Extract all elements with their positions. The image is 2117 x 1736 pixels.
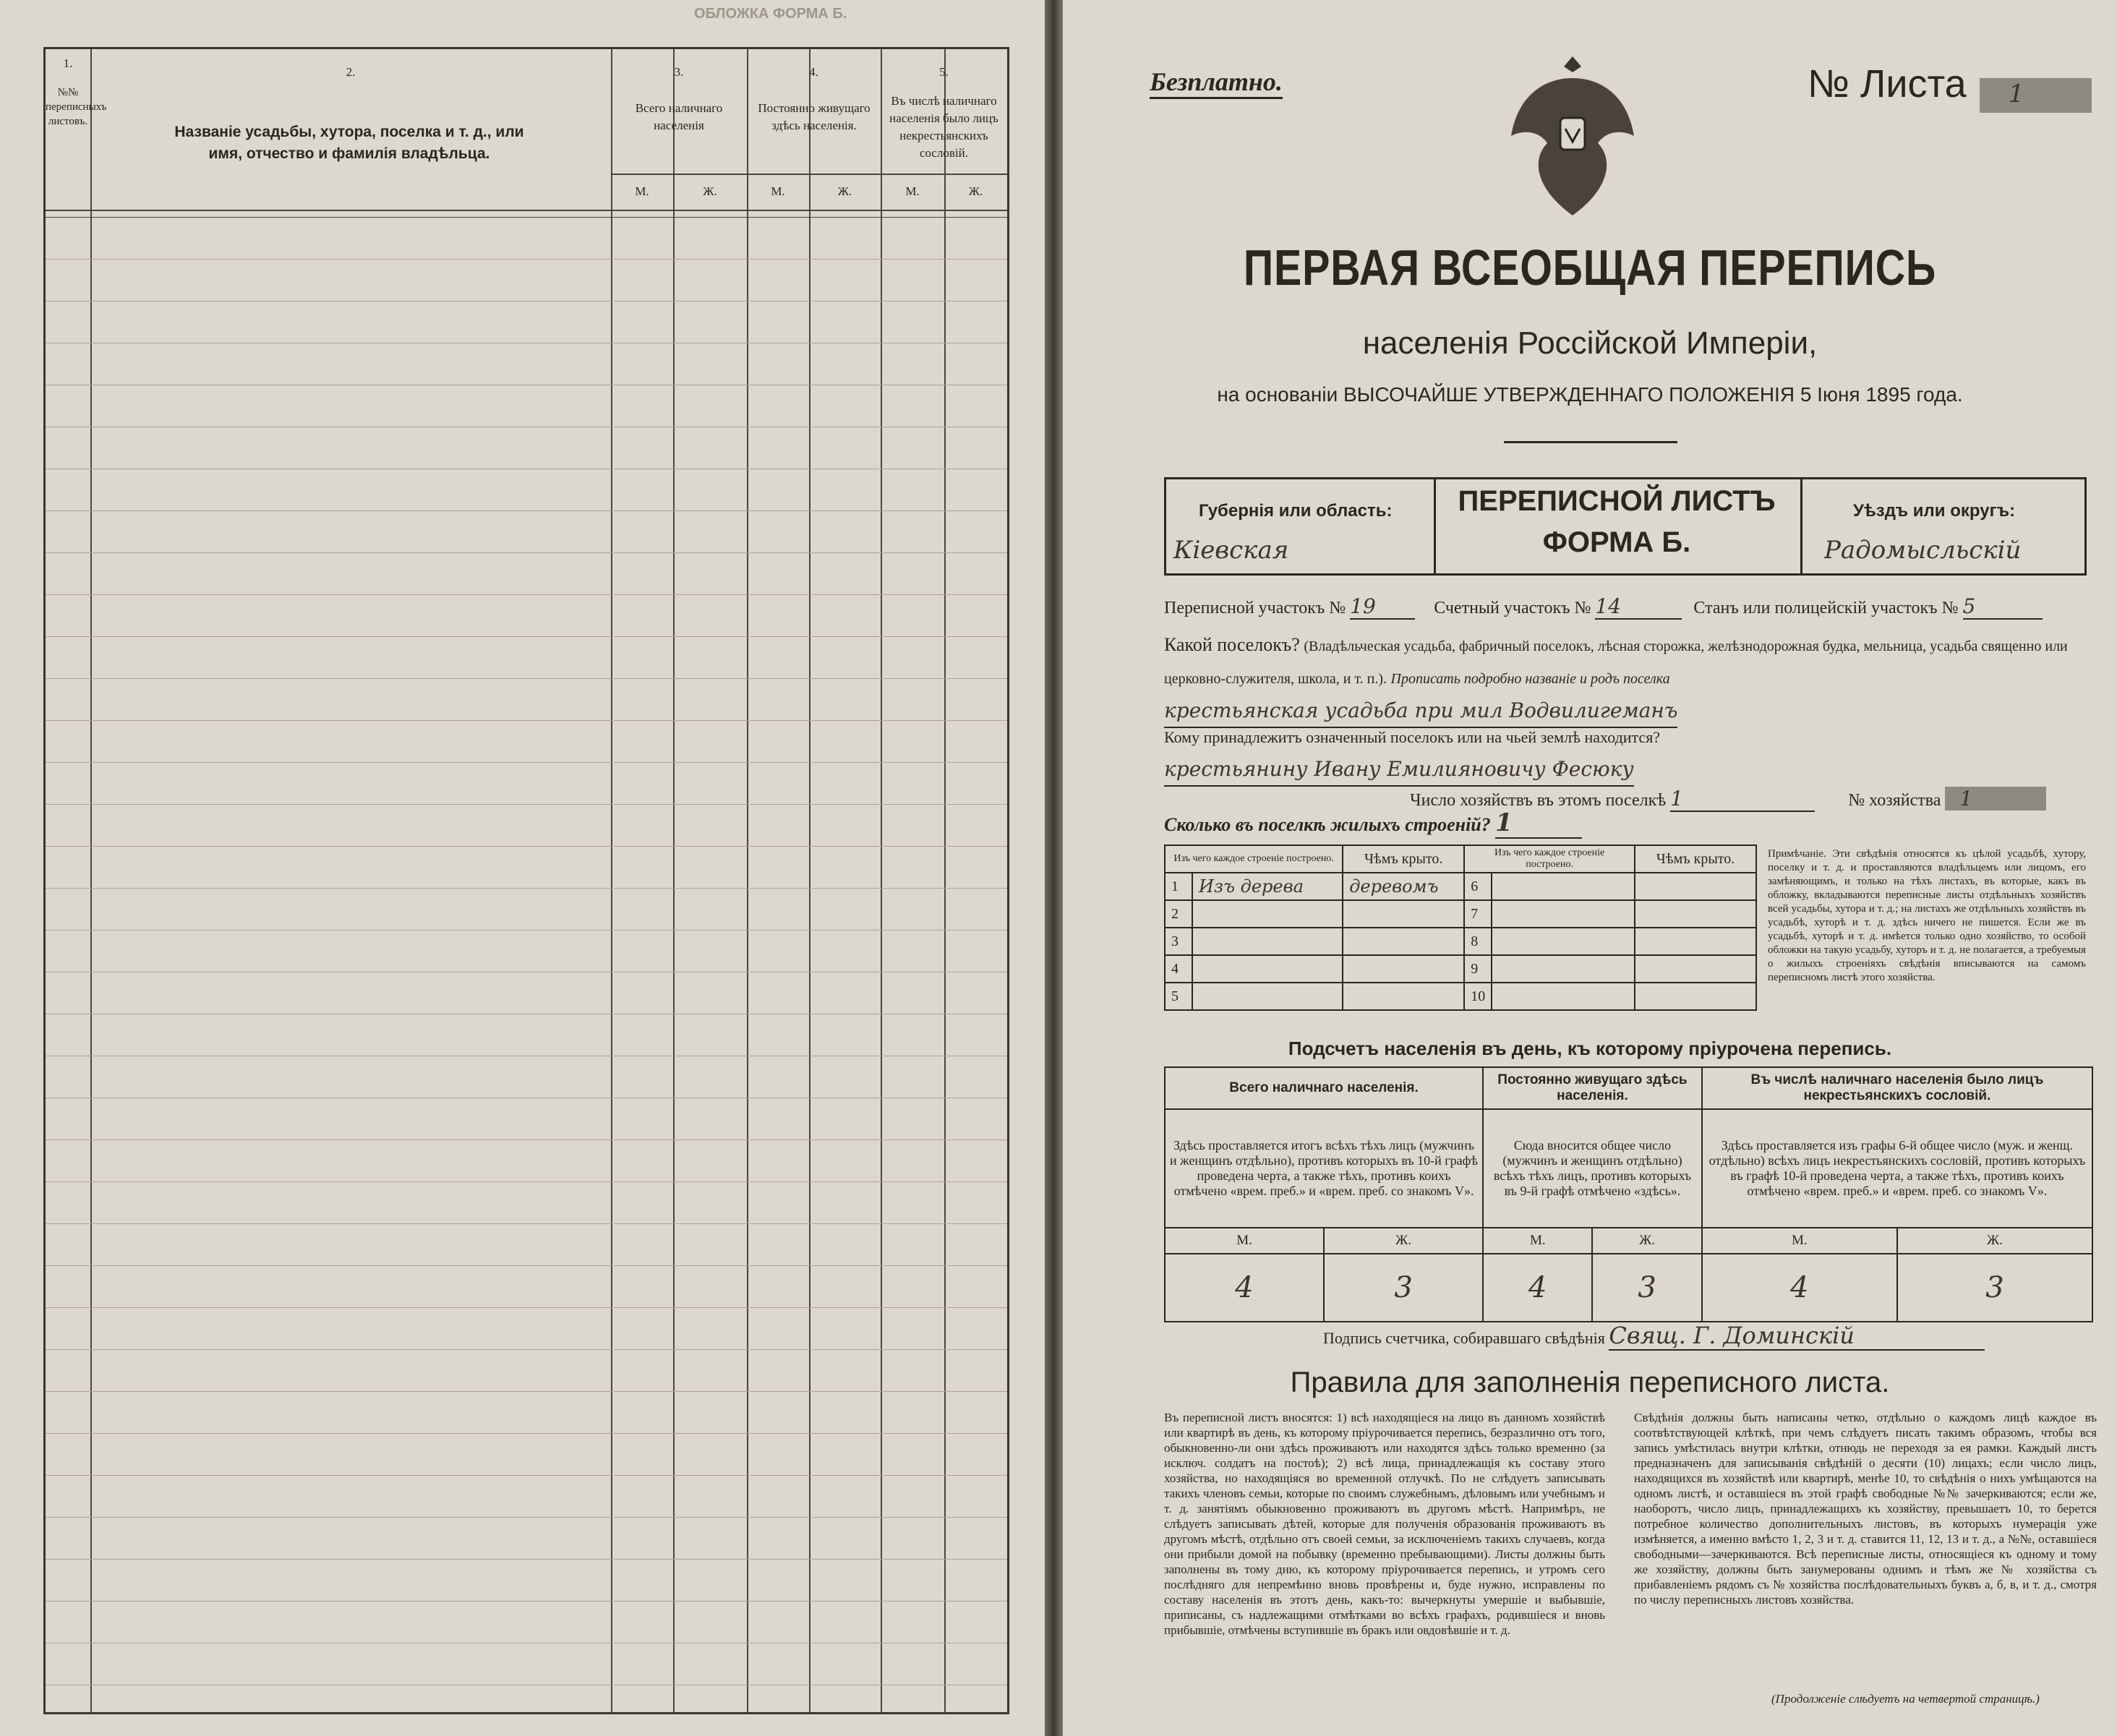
household-no-label: № хозяйства	[1848, 791, 1941, 810]
bt-roof-right	[1635, 955, 1756, 983]
stan-label: Станъ или полицейскій участокъ №	[1693, 599, 1959, 617]
bt-num-right: 9	[1464, 955, 1492, 983]
bt-material-right	[1492, 928, 1635, 955]
count-zh-3: Ж.	[1897, 1228, 2092, 1254]
count-m-1: М.	[1165, 1228, 1324, 1254]
left-table	[43, 47, 1009, 1714]
ruled-line	[46, 762, 1007, 763]
col4-m: М.	[771, 184, 785, 198]
ruled-line	[46, 1181, 1007, 1182]
ruled-line	[46, 1391, 1007, 1392]
ruled-line	[46, 636, 1007, 637]
subtitle: населенія Россійской Имперіи,	[1362, 325, 1818, 361]
count-val-2: 3	[1324, 1254, 1483, 1322]
col1-label: №№ переписныхъ листовъ.	[46, 87, 107, 127]
bt-roof-right	[1635, 900, 1756, 928]
sheet-number-value: 1	[2009, 80, 2024, 108]
ruled-line	[46, 720, 1007, 721]
ruled-line	[46, 1433, 1007, 1434]
bt-num-right: 8	[1464, 928, 1492, 955]
bt-num: 2	[1165, 900, 1192, 928]
uezd-label: Уѣздъ или округъ:	[1853, 501, 2016, 521]
ruled-line	[46, 1139, 1007, 1140]
bt-material	[1192, 955, 1343, 983]
rules-title: Правила для заполненія переписного листа.	[1290, 1367, 1890, 1398]
buildings-line	[1164, 808, 1582, 839]
count-district-value: 14	[1595, 594, 1682, 620]
settlement-instruction: Прописать подробно названіе и родъ поселка	[1390, 671, 1670, 687]
bt-roof	[1343, 983, 1464, 1010]
ruled-line	[46, 1475, 1007, 1476]
left-page	[0, 0, 1045, 1736]
bt-h-roof-2: Чѣмъ крыто.	[1635, 845, 1756, 873]
col3-label: Всего наличнаго населенія	[635, 101, 723, 132]
col4-label: Постоянно живущаго здѣсь населенія.	[758, 101, 871, 132]
household-no-value: 1	[1945, 787, 2046, 811]
bt-roof	[1343, 900, 1464, 928]
ruled-line	[46, 259, 1007, 260]
bt-num-right: 6	[1464, 873, 1492, 900]
faint-header: ОБЛОЖКА ФОРМА Б.	[694, 6, 847, 22]
bt-roof	[1343, 928, 1464, 955]
basis-line: на основаніи ВЫСОЧАЙШЕ УТВЕРЖДЕННАГО ПОЛОЖЕНІЯ 5 Іюня 1895 года.	[1217, 383, 1963, 406]
form-title-2: ФОРМА Б.	[1542, 526, 1691, 558]
bt-material	[1192, 983, 1343, 1010]
col5-num: 5.	[939, 65, 949, 79]
count-val-3: 4	[1483, 1254, 1592, 1322]
ruled-line	[46, 846, 1007, 847]
divider	[1504, 441, 1677, 443]
count-val-1: 4	[1165, 1254, 1324, 1322]
count-table	[1164, 1066, 2093, 1322]
bt-roof	[1343, 955, 1464, 983]
ruled-line	[46, 1265, 1007, 1266]
ruled-line	[46, 804, 1007, 805]
bt-roof-right	[1635, 928, 1756, 955]
ruled-line	[46, 678, 1007, 679]
col3-m: М.	[635, 184, 649, 198]
gubernia-value: Кіевская	[1173, 536, 1289, 565]
settlement-value: крестьянская усадьба при мил Водвилигеманъ	[1164, 695, 1677, 728]
owner-question: Кому принадлежитъ означенный поселокъ или на чьей землѣ находится?	[1164, 728, 1661, 746]
buildings-note: Примѣчаніе. Эти свѣдѣнія относятся къ цѣлой усадьбѣ, хутору, поселку и т. д. и проставляются владѣльцемъ или лицомъ, его замѣняющимъ, и только на тѣхъ листахъ, въ которые, какъ въ обложку, вкладываются переписные листы отдѣльныхъ хозяйствъ всей усадьбы, хутора и т. д.; на листахъ же отдѣльныхъ хозяйствъ въ усадьбѣ, хуторѣ и т. д. здѣсь ничего не пишется. Если же въ усадьбѣ, хуторѣ и т. д. имѣется только одно хозяйство, то особой обложки на такую усадьбу, хуторъ и т. д. не полагается, а требуемыя о жилыхъ строеніяхъ свѣдѣнія вписываются на самомъ переписномъ листѣ этого хозяйства.	[1768, 848, 2086, 983]
signature-label: Подпись счетчика, собиравшаго свѣдѣнія	[1323, 1329, 1605, 1347]
bt-num: 4	[1165, 955, 1192, 983]
settlement-question: Какой поселокъ?	[1164, 634, 1300, 655]
count-title: Подсчетъ населенія въ день, къ которому пріурочена перепись.	[1288, 1038, 1892, 1059]
bt-material-right	[1492, 873, 1635, 900]
owner-value: крестьянину Ивану Емилияновичу Фесюку	[1164, 753, 1634, 787]
signature-value: Свящ. Г. Доминскій	[1609, 1322, 1985, 1351]
ruled-line	[46, 1559, 1007, 1560]
rules-left-column: Въ переписной листъ вносятся: 1) всѣ находящіеся на лицо въ данномъ хозяйствѣ или квартирѣ въ день, къ которому пріурочивается перепись, безразлично отъ того, обыкновенно-ли они здѣсь проживаютъ или находятся здѣсь только временно (за исключ. солдатъ на постоѣ); 2) всѣ лица, принадлежащія къ составу этого хозяйства, но находящіяся во временной отлучкѣ. По не слѣдуетъ записывать такихъ членовъ семьи, которые по своимъ служебнымъ, дѣловымъ или учебнымъ и т. д. занятіямъ обыкновенно проживаютъ въ другомъ мѣстѣ. Напримѣръ, не слѣдуетъ записывать дѣтей, которые для полученія образованія проживаютъ въ другомъ мѣстѣ, отдѣльно отъ своей семьи, за исключеніемъ такихъ случаевъ, когда они прибыли домой на побывку (временно пребывающими). Листы должны быть заполнены въ тому дню, къ которому пріурочивается перепись, и утромъ сего послѣдняго для непремѣнно вновь провѣрены и, буде нужно, исправлены по составу населенія въ этотъ день, какъ-то: вычеркнуты умершіе и выбывшіе, приписаны, съ надлежащими отмѣтками во всѣхъ графахъ, родившіеся и вновь прибывшіе, отмѣчены вступившіе въ бракъ или овдовѣвшіе и т. д.	[1164, 1411, 1605, 1637]
col4-num: 4.	[809, 65, 818, 79]
right-page	[1063, 0, 2117, 1736]
count-val-4: 3	[1592, 1254, 1701, 1322]
count-m-2: М.	[1483, 1228, 1592, 1254]
stan-value: 5	[1963, 594, 2043, 620]
book-spine	[1045, 0, 1063, 1736]
bt-h-roof: Чѣмъ крыто.	[1343, 845, 1464, 873]
count-d3: Здѣсь проставляется изъ графы 6-й общее число (муж. и женщ. отдѣльно) всѣхъ лицъ некрестьянскихъ сословій, противъ которыхъ въ графѣ 10-й проведена черта, а также тѣхъ, противъ коихъ отмѣчено «врем. преб.» и «врем. преб. со знакомъ V».	[1702, 1109, 2092, 1228]
bt-material: Изъ дерева	[1192, 873, 1343, 900]
col2-label: Названіе усадьбы, хутора, поселка и т. д., или имя, отчество и фамилія владѣльца.	[174, 124, 524, 162]
rules-right-column: Свѣдѣнія должны быть написаны четко, отдѣльно о каждомъ лицѣ каждое въ соотвѣтствующей клѣткѣ, при чемъ слѣдуетъ писать такимъ образомъ, чтобы вся запись умѣстилась внутри клѣтки, отнюдь не переходя за ея рамки. Каждый листъ предназначенъ для записыванія свѣдѣній о десяти (10) лицахъ; если число лицъ, находящихся въ хозяйствѣ или квартирѣ, менѣе 10, то свѣдѣнія о нихъ умѣщаются на одномъ листѣ, и оставшіеся въ этой графѣ свободные №№ зачеркиваются; если же, наоборотъ, число лицъ, принадлежащихъ къ хозяйству, превышаетъ 10, то берется потребное количество дополнительныхъ листовъ, въ которыхъ нумерація уже измѣняется, а именно вмѣсто 1, 2, 3 и т. д. ставится 11, 12, 13 и т. д., а №№, оставшіеся свободными—зачеркиваются. Всѣ переписные листы, относящіеся къ одному и тому же хозяйству, должны быть занумерованы однимъ и тѣмъ же № хозяйства съ прибавленіемъ рядомъ съ № хозяйства послѣдовательныхъ буквъ а, б, в, и т. д., смотря по числу переписныхъ листовъ хозяйства.	[1634, 1411, 2097, 1607]
count-h1: Всего наличнаго населенія.	[1165, 1067, 1483, 1109]
col3-num: 3.	[674, 65, 684, 79]
ruled-line	[46, 552, 1007, 553]
settlement-block	[1164, 629, 2082, 728]
bt-material-right	[1492, 983, 1635, 1010]
households-label: Число хозяйствъ въ этомъ поселкѣ	[1410, 791, 1667, 810]
free-label: Безплатно.	[1150, 67, 1283, 99]
count-m-3: М.	[1702, 1228, 1897, 1254]
buildings-value: 1	[1495, 808, 1582, 839]
bt-roof-right	[1635, 983, 1756, 1010]
count-val-6: 3	[1897, 1254, 2092, 1322]
households-value: 1	[1670, 787, 1815, 812]
count-zh-2: Ж.	[1592, 1228, 1701, 1254]
uezd-value: Радомысльскій	[1824, 536, 2022, 565]
form-title-1: ПЕРЕПИСНОЙ ЛИСТЪ	[1458, 485, 1776, 517]
ruled-line	[46, 1307, 1007, 1308]
col3-zh: Ж.	[703, 184, 717, 198]
bt-roof: деревомъ	[1343, 873, 1464, 900]
bt-roof-right	[1635, 873, 1756, 900]
ruled-line	[46, 930, 1007, 931]
count-val-5: 4	[1702, 1254, 1897, 1322]
owner-block	[1164, 722, 2082, 787]
bt-num: 1	[1165, 873, 1192, 900]
buildings-table	[1164, 845, 1757, 1011]
page-title: ПЕРВАЯ ВСЕОБЩАЯ ПЕРЕПИСЬ	[1243, 239, 1937, 296]
col2-num: 2.	[346, 65, 356, 79]
sheet-number-label: № Листа	[1808, 62, 1967, 106]
buildings-label: Сколько въ поселкѣ жилыхъ строеній?	[1164, 814, 1491, 835]
sheet-number-box	[1980, 78, 2092, 113]
count-district-label: Счетный участокъ №	[1434, 599, 1591, 617]
col4-zh: Ж.	[837, 184, 852, 198]
bt-material-right	[1492, 955, 1635, 983]
bt-num: 5	[1165, 983, 1192, 1010]
ruled-line	[46, 510, 1007, 511]
gubernia-label: Губернія или область:	[1199, 501, 1393, 521]
bt-material	[1192, 928, 1343, 955]
ruled-line	[46, 594, 1007, 595]
ruled-line	[46, 888, 1007, 889]
continuation-note: (Продолженіе слѣдуетъ на четвертой страницѣ.)	[1771, 1692, 2040, 1706]
census-district-label: Переписной участокъ №	[1164, 599, 1346, 617]
bt-num-right: 10	[1464, 983, 1492, 1010]
col5-zh: Ж.	[968, 184, 983, 198]
districts-line	[1164, 594, 2090, 620]
census-district-value: 19	[1350, 594, 1415, 620]
ruled-line	[46, 1517, 1007, 1518]
signature-line	[1323, 1322, 1985, 1351]
count-h2: Постоянно живущаго здѣсь населенія.	[1483, 1067, 1702, 1109]
bt-num: 3	[1165, 928, 1192, 955]
ruled-line	[46, 1223, 1007, 1224]
col5-m: М.	[905, 184, 920, 198]
bt-h-material-2: Изъ чего каждое строеніе построено.	[1464, 845, 1635, 873]
form-header-box	[1164, 477, 2087, 576]
count-h3: Въ числѣ наличнаго населенія было лицъ некрестьянскихъ сословій.	[1702, 1067, 2092, 1109]
col1-num: 1.	[63, 56, 73, 70]
ruled-line	[46, 301, 1007, 302]
bt-material-right	[1492, 900, 1635, 928]
bt-material	[1192, 900, 1343, 928]
settlement-hint: (Владѣльческая усадьба, фабричный поселокъ, лѣсная сторожка, желѣзнодорожная будка, мельница, усадьба священно или церковно-служителя, школа, и т. п.).	[1164, 638, 2068, 687]
count-zh-1: Ж.	[1324, 1228, 1483, 1254]
ruled-line	[46, 1349, 1007, 1350]
bt-num-right: 7	[1464, 900, 1492, 928]
count-d2: Сюда вносится общее число (мужчинъ и женщинъ отдѣльно) всѣхъ тѣхъ лицъ, противъ которыхъ въ 9-й графѣ отмѣчено «здѣсь».	[1483, 1109, 1702, 1228]
double-headed-eagle-icon	[1504, 49, 1641, 226]
ruled-line	[46, 1601, 1007, 1602]
count-d1: Здѣсь проставляется итогъ всѣхъ тѣхъ лицъ (мужчинъ и женщинъ отдѣльно), противъ которыхъ въ 10-й графѣ проведена черта, а также тѣхъ, противъ коихъ отмѣчено «врем. преб.» и «врем. преб. со знакомъ V».	[1165, 1109, 1483, 1228]
bt-h-material: Изъ чего каждое строеніе построено.	[1165, 845, 1343, 873]
col5-label: Въ числѣ наличнаго населенія было лицъ некрестьянскихъ сословій.	[889, 94, 998, 160]
